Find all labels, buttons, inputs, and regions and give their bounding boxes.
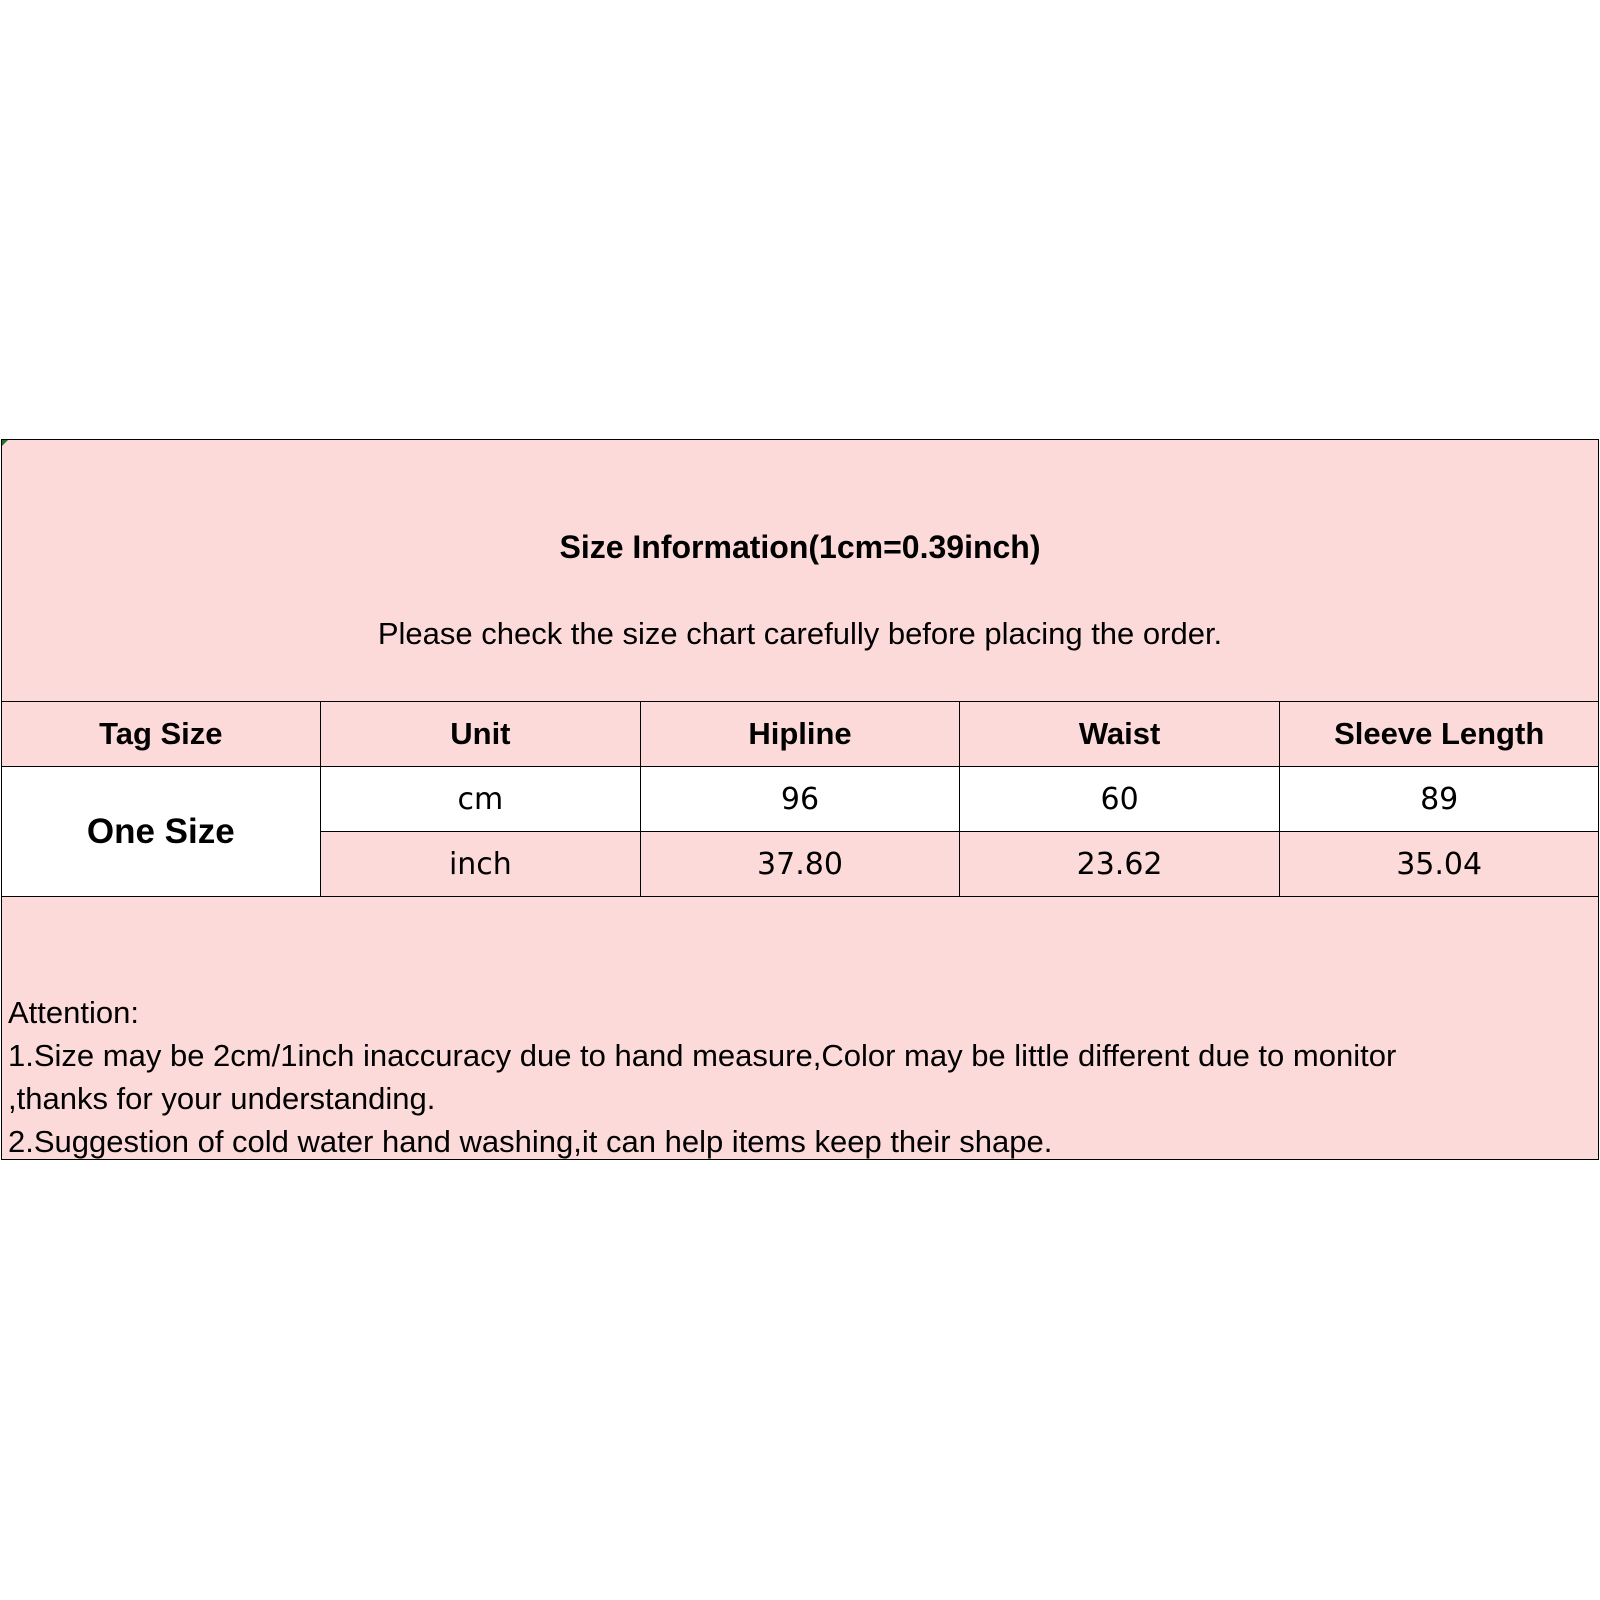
notes-line-2: ,thanks for your understanding. — [8, 1081, 436, 1116]
hipline-cell: 96 — [640, 767, 960, 832]
header-unit: Unit — [321, 702, 641, 767]
unit-cell: inch — [321, 832, 641, 897]
header-tag-size: Tag Size — [1, 702, 321, 767]
notes-line-3: 2.Suggestion of cold water hand washing,it can help items keep their shape. — [8, 1124, 1053, 1159]
waist-cell: 60 — [960, 767, 1280, 832]
page-title: Size Information(1cm=0.39inch) — [559, 529, 1041, 565]
attention-notes — [8, 991, 1588, 1163]
header-sleeve-length: Sleeve Length — [1279, 702, 1599, 767]
table-row — [1, 767, 1599, 832]
corner-marker — [2, 440, 8, 446]
hipline-cell: 37.80 — [640, 832, 960, 897]
sleeve-length-cell: 89 — [1279, 767, 1599, 832]
notes-line-1: 1.Size may be 2cm/1inch inaccuracy due to hand measure,Color may be little different due to monitor — [8, 1038, 1397, 1073]
notes-heading: Attention: — [8, 995, 139, 1030]
waist-cell: 23.62 — [960, 832, 1280, 897]
sleeve-length-cell: 35.04 — [1279, 832, 1599, 897]
header-waist: Waist — [960, 702, 1280, 767]
page-subtitle: Please check the size chart carefully before placing the order. — [377, 616, 1223, 651]
size-info-panel — [1, 439, 1599, 1160]
header-hipline: Hipline — [640, 702, 960, 767]
unit-cell: cm — [321, 767, 641, 832]
tag-size-value: One Size — [1, 767, 321, 897]
table-header-row — [1, 702, 1599, 767]
size-table — [1, 701, 1600, 897]
